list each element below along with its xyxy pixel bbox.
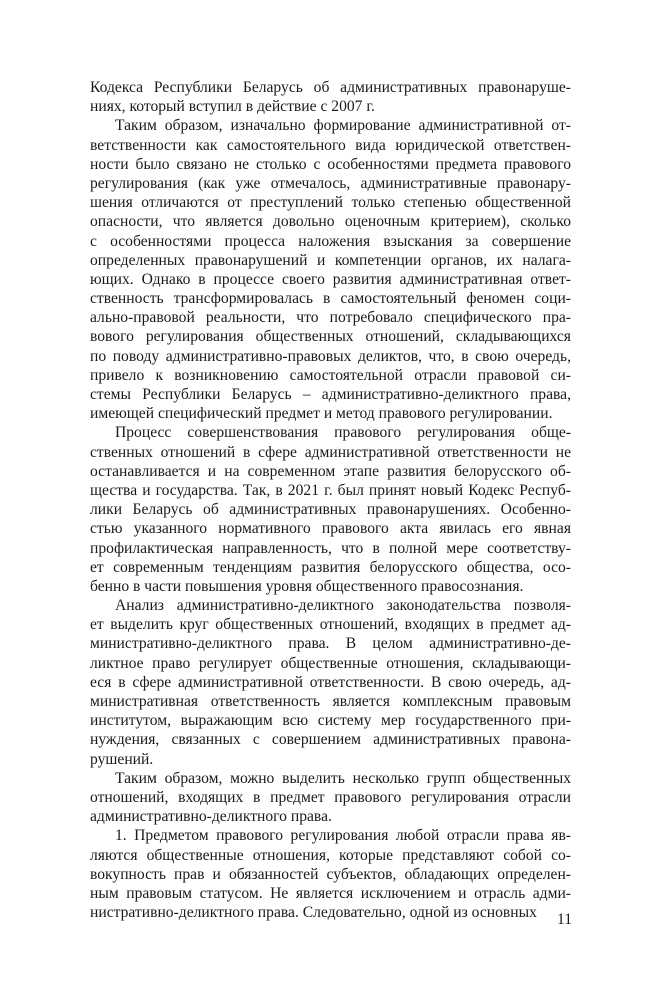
text-line: вокупность прав и обязанностей субъектов, обладающих определен-	[90, 865, 571, 883]
text-line: нистративно-деликтного права. Следовательно, одной из основных	[90, 904, 537, 922]
text-line: ликтное право регулирует общественные отношения, складывающи-	[90, 654, 571, 672]
text-line: ляются общественные отношения, которые представляют собой со-	[90, 846, 571, 864]
text-line: стью указанного нормативного правового акта явилась его явная	[90, 520, 571, 538]
text-line: административно-деликтного права.	[90, 808, 332, 826]
text-line: ющих. Однако в процессе своего развития административная ответ-	[90, 270, 571, 288]
text-line: еся в сфере административной ответственности. В свою очередь, ад-	[90, 673, 571, 691]
text-line: министративная ответственность является комплексным правовым	[90, 693, 571, 710]
text-line: ным правовым статусом. Не является исключением и отрасль адми-	[90, 884, 571, 902]
text-line: определенных правонарушений и компетенции органов, их налага-	[90, 251, 571, 269]
text-line: привело к возникновению самостоятельной отрасли правовой си-	[90, 366, 571, 384]
paragraph	[90, 116, 571, 423]
text-line: ственных отношений в сфере административной ответственности не	[90, 443, 571, 461]
text-line: щества и государства. Так, в 2021 г. был принят новый Кодекс Респуб-	[90, 481, 571, 499]
text-line: рушений.	[90, 750, 154, 768]
text-line: по поводу административно-правовых деликтов, что, в свою очередь,	[90, 347, 571, 365]
text-line: останавливается и на современном этапе развития белорусского об-	[90, 462, 571, 480]
text-line: Таким образом, изначально формирование административной от-	[115, 117, 571, 135]
text-line: ниях, который вступил в действие с 2007 г.	[90, 98, 375, 116]
text-line: 1. Предметом правового регулирования любой отрасли права яв-	[115, 827, 571, 845]
text-line: с особенностями процесса наложения взыскания за совершение	[90, 232, 571, 250]
text-line: бенно в части повышения уровня общественного правосознания.	[90, 577, 524, 595]
page-number: 11	[556, 911, 572, 928]
text-line: Кодекса Республики Беларусь об административных правонаруше-	[90, 79, 571, 96]
text-line: ально-правовой реальности, что потребовало специфического пра-	[90, 309, 571, 327]
text-line: опасности, что является довольно оценочным критерием), сколько	[90, 213, 571, 231]
text-line: вового регулирования общественных отношений, складывающихся	[90, 328, 571, 346]
paragraph	[90, 826, 571, 922]
paragraph	[90, 78, 571, 116]
text-line: ет выделить круг общественных отношений, входящих в предмет ад-	[90, 616, 571, 634]
text-line: имеющей специфический предмет и метод правового регулировании.	[90, 405, 553, 423]
text-line: Анализ административно-деликтного законодательства позволя-	[115, 597, 571, 615]
text-line: ственность трансформировалась в самостоятельный феномен соци-	[90, 290, 571, 308]
paragraph	[90, 769, 571, 827]
text-line: министративно-деликтного права. В целом административно-де-	[90, 635, 571, 653]
paragraph	[90, 423, 571, 596]
paragraph	[90, 596, 571, 769]
text-line: профилактическая направленность, что в полной мере соответству-	[90, 539, 571, 557]
body-text	[90, 78, 571, 922]
text-line: ности было связано не столько с особенностями предмета правового	[90, 155, 571, 173]
text-line: отношений, входящих в предмет правового регулирования отрасли	[90, 788, 571, 806]
text-line: регулирования (как уже отмечалось, административные правонару-	[90, 174, 571, 192]
text-line: ет современным тенденциям развития белорусского общества, осо-	[90, 558, 571, 576]
text-line: Таким образом, можно выделить несколько групп общественных	[115, 769, 571, 787]
text-line: стемы Республики Беларусь – административно-деликтного права,	[90, 386, 571, 403]
text-line: Процесс совершенствования правового регулирования обще-	[115, 424, 571, 442]
text-line: институтом, выражающим всю систему мер государственного при-	[90, 712, 571, 730]
text-line: лики Беларусь об административных правонарушениях. Особенно-	[90, 501, 571, 519]
text-line: ветственности как самостоятельного вида юридической ответствен-	[90, 136, 571, 154]
text-line: нуждения, связанных с совершением административных правона-	[90, 731, 571, 749]
text-line: шения отличаются от преступлений только степенью общественной	[90, 194, 571, 212]
